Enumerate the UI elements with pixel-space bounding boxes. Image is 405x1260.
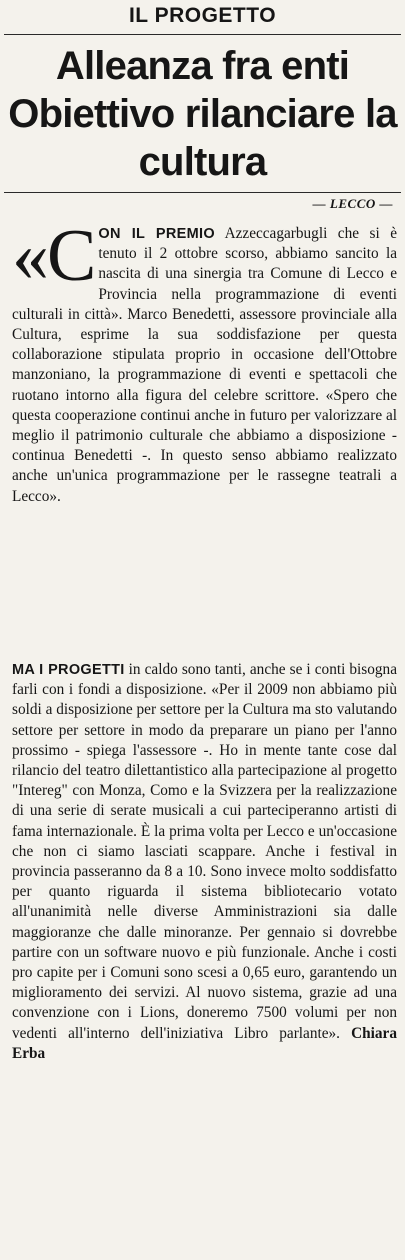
paragraph-1 bbox=[12, 215, 398, 507]
paragraph-lead: MA I PROGETTI bbox=[12, 662, 125, 678]
paragraph-text: in caldo sono tanti, anche se i conti bisogna farli con i fondi a disposizione. «Per il 2009 non abbiamo più soldi a disposizione per settore per la Cultura ma sto valutando settore per settore in modo da preparare un piano per l'anno prossimo - spiega l'assessore -. Ho in mente tante cose dal rilancio del teatro dilettantistico alla partecipazione al progetto "Intereg" con Monza, Como e la Svizzera per la realizzazione di una serie di serate musicali a cui parteciperanno artisti di fama internazionale. È la prima volta per Lecco e un'occasione che non ci siamo lasciati scappare. Anche i festival in provincia passeranno da 8 a 10. Sono invece molto soddisfatto per quanto riguarda il sistema bibliotecario votato all'unanimità nelle diverse Amministrazioni sia dalle maggioranze che dalle minoranze. Per gennaio si dovrebbe partire con un software nuovo e più funzionale. Anche i costi pro capite per i Comuni sono scesi a 0,65 euro, garantendo un miglioramento dei servizi. Al nuovo sistema, grazie ad una convenzione con i Lions, doneremo 7500 volumi per non vedenti all'interno dell'iniziativa Libro parlante». bbox=[12, 661, 397, 1042]
paragraph-2 bbox=[12, 660, 397, 1064]
divider bbox=[4, 192, 401, 193]
drop-cap: «C bbox=[12, 215, 95, 297]
headline: Alleanza fra enti Obiettivo rilanciare la cultura bbox=[8, 44, 397, 184]
dateline: — LECCO — bbox=[312, 196, 393, 211]
paragraph-lead: ON IL PREMIO bbox=[98, 226, 215, 242]
section-kicker: IL PROGETTO bbox=[128, 4, 277, 27]
divider bbox=[4, 34, 401, 35]
paragraph-text: Azzeccagarbugli che si è tenuto il 2 ottobre scorso, abbiamo sancito la nascita di una sinergia tra Comune di Lecco e Provincia nella programmazione di eventi culturali in città». Marco Benedetti, assessore provinciale alla Cultura, esprime la sua soddisfazione per questa collaborazione stipulata proprio in occasione dell'Ottobre manzoniano, la programmazione di eventi e spettacoli che ruotano intorno alla figura del celebre scrittore. «Spero che questa cooperazione continui anche in futuro per valorizzare al meglio il patrimonio culturale che abbiamo a disposizione - continua Benedetti -. In questo senso abbiamo realizzato anche un'unica programmazione per le rassegne teatrali a Lecco». bbox=[12, 225, 398, 505]
author-signature: Chiara Erba bbox=[12, 1024, 397, 1062]
